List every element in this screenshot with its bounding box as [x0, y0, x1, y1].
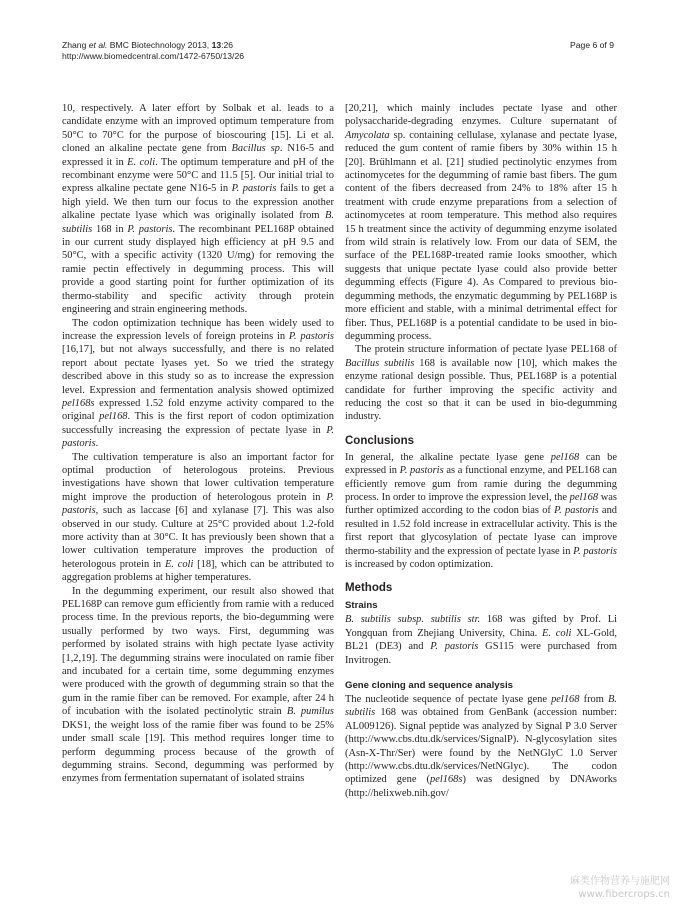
- text-run: ) was designed by DNAworks (http://helixweb.nih.gov/: [345, 774, 617, 799]
- text-run: .: [95, 438, 99, 450]
- italic-run: E. coli: [542, 627, 572, 639]
- text-run: . N16-5 and expressed it in: [62, 143, 334, 168]
- subsection-heading-gene-cloning: Gene cloning and sequence analysis: [345, 680, 513, 692]
- text-run: fails to get a high yield. We then turn our focus to the expression another alkaline pectate lyase which was originally isolated from: [62, 183, 334, 222]
- text-run: The protein structure information of pectate lyase PEL168 of: [355, 344, 617, 356]
- watermark: [570, 875, 670, 901]
- paragraph: [345, 343, 617, 423]
- italic-run: P. pastoris: [573, 545, 617, 557]
- page-number: Page 6 of 9: [570, 40, 614, 50]
- paragraph: [62, 102, 334, 317]
- italic-run: P. pastoris: [288, 330, 334, 342]
- text-run: GS115 were purchased from Invitrogen.: [345, 641, 618, 666]
- text-run: DKS1, the weight loss of the ramie fiber was found to be 25% under small scale [19]. This method requires longer time to perform degumming process because of the growth of degumming strains. Second, degumming was performed by enzymes from fermentation supernatant of isolated strains: [62, 719, 334, 785]
- text-run: [16,17], but not always successfully, and there is no related report about pectate lyases yet. So we tried the strategy described above in this study so as to increase the expression level. Expression and fermentation analysis showed optimized: [62, 344, 334, 396]
- text-run: XL-Gold, BL21 (DE3) and: [345, 627, 618, 653]
- italic-run: E. coli: [127, 156, 156, 168]
- section-heading-methods: Methods: [345, 582, 393, 595]
- italic-run: P. pastoris: [231, 183, 277, 195]
- italic-run: B. subtilis: [345, 694, 617, 719]
- text-run: sp. containing cellulase, xylanase and pectate lyase, reduced the gum content of ramie fibers by 30% within 15 h [20]. Brühlmann et al. [21] studied pectinolytic enzymes from actinomycetes for the degumming of ramie bast fibers. The gum content of the fibers decreased from 24% to 18% after 15 h treatment with crude enzyme preparations from a selection of actinomycetes at room temperature. This method also requires 15 h treatment since the activity of degumming enzyme isolated from wild strain is relatively low. From our data of SEM, the surface of the PEL168P-treated ramie looks smoother, which suggests that unique pectate lyase could also provide better degumming effects (Figure 4). As Compared to previous bio-degumming methods, the enzymatic degumming by PEL168P is more efficient and stable, with a minimal detrimental effect for fiber. Thus, PEL168P is a potential candidate to be used in bio-degumming process.: [345, 129, 617, 342]
- paragraph: [345, 102, 617, 343]
- text-run: from: [579, 694, 608, 706]
- text-run: 168 is available now [10], which makes the enzyme rational design possible. Thus, PEL168P is a potential candidate for further improving the specific activity and reducing the cost so that it can be used in bio-degumming industry.: [345, 357, 617, 423]
- italic-run: Amycolata: [345, 129, 390, 141]
- text-run: and resulted in 1.52 fold increase in extracellular activity. This is the first report that glycosylation of pectate lyase can improve thermo-stability and the expression of pectate lyase in: [345, 505, 618, 557]
- italic-run: Bacillus sp: [231, 143, 280, 155]
- text-run: 10, respectively. A later effort by Solbak et al. leads to a candidate enzyme with an improved optimum temperature from 50°C to 70°C for the purpose of bioscouring [15]. Li et al. cloned an alkaline pectate gene from: [62, 103, 334, 155]
- text-run: . The optimum temperature and pH of the recombinant enzyme were 50°C and 11.5 [5]. Our initial trial to express alkaline pectate gene N16-5 in: [62, 156, 334, 195]
- text-run: 168 was obtained from GenBank (accession number: AL009126). Signal peptide was analyzed by Signal P 3.0 Server (http://www.cbs.dtu.dk/services/SignalP). N-glycosylation sites (Asn-X-Thr/Ser) were found by the NetNGlyC 1.0 Server (http://www.cbs.dtu.dk/services/NetNGlyc). The codon optimized gene (: [345, 707, 617, 786]
- left-column: [62, 102, 334, 786]
- text-run: 168 in: [92, 223, 128, 235]
- italic-run: pel168s: [62, 397, 95, 409]
- paragraph: [345, 613, 617, 667]
- italic-run: B. pumilus: [286, 706, 334, 718]
- text-run: can be expressed in: [345, 451, 618, 477]
- italic-run: B. subtilis subsp. subtilis str.: [345, 614, 481, 626]
- header-journal: BMC Biotechnology: [109, 40, 186, 50]
- header-url[interactable]: http://www.biomedcentral.com/1472-6750/13/26: [62, 51, 245, 61]
- italic-run: pel168: [569, 491, 599, 503]
- text-run: [20,21], which mainly includes pectate lyase and other polysaccharide-degrading enzymes. Culture supernatant of: [345, 103, 617, 128]
- italic-run: pel168: [551, 694, 580, 706]
- italic-run: P. pastoris: [127, 223, 173, 235]
- italic-run: pel168: [550, 451, 580, 463]
- italic-run: P. pastoris: [62, 424, 334, 450]
- italic-run: P. pastoris: [430, 641, 479, 653]
- paragraph: [345, 451, 617, 572]
- text-run: [18], which can be attributed to aggregation problems at higher temperatures.: [62, 558, 334, 584]
- header-etal: et al.: [88, 40, 108, 50]
- subsection-heading-strains: Strains: [345, 600, 378, 612]
- header-article: :26: [221, 40, 234, 50]
- text-run: . The recombinant PEL168P obtained in our current study displayed high efficiency at pH 9.5 and 50°C, with a specific activity (1320 U/mg) for removing the ramie pectin effectively in degumming process. This will provide a good starting point for further optimization of its thermo-stability and specific activity through protein engineering and strain engineering methods.: [62, 223, 334, 316]
- journal-citation: [62, 40, 244, 51]
- italic-run: B. subtilis: [62, 210, 334, 235]
- text-run: In general, the alkaline pectate lyase gene: [345, 451, 551, 463]
- watermark-line: 麻类作物营养与施肥网: [570, 876, 670, 887]
- paragraph: [62, 451, 334, 585]
- text-run: In the degumming experiment, our result also showed that PEL168P can remove gum efficiently from ramie with a reduced process time. In the previous reports, the bio-degumming were usually performed by two ways. First, degumming was performed by isolated strains with high pectate lyase activity [1,2,19]. The degumming strains were inoculated on ramie fiber and incubated for a certain time, some degumming enzymes were produced with the growth of degumming strain so that the gum in the ramie fiber can be removed. For example, after 24 h of incubation with the isolated pectinolytic strain: [62, 585, 334, 718]
- text-run: as a functional enzyme, and PEL168 can efficiently remove gum from ramie during the degumming process. In order to improve the expression level, the: [345, 465, 617, 503]
- right-column: [345, 102, 617, 800]
- running-header: [62, 40, 244, 62]
- paragraph: [62, 317, 334, 451]
- section-heading-conclusions: Conclusions: [345, 434, 415, 447]
- text-run: The codon optimization technique has been widely used to increase the expression levels of foreign proteins in: [62, 317, 334, 342]
- header-volume: 13: [211, 40, 222, 50]
- text-run: is increased by codon optimization.: [345, 559, 494, 570]
- italic-run: P. pastoris: [399, 465, 444, 477]
- header-year: 2013,: [187, 40, 210, 50]
- italic-run: pel168: [99, 411, 128, 423]
- italic-run: pel168s: [429, 774, 463, 786]
- paragraph: [345, 693, 617, 800]
- italic-run: P. pastoris: [62, 491, 334, 517]
- text-run: The nucleotide sequence of pectate lyase gene: [345, 694, 552, 706]
- italic-run: Bacillus subtilis: [345, 357, 415, 369]
- italic-run: P. pastoris: [554, 505, 599, 517]
- text-run: , such as laccase [6] and xylanase [7]. This was also observed in our study. Culture at 25°C provided about 1.2-fold more activity than at 30°C. It has previously been shown that a lower cultivation temperature improves the production of heterologous protein in: [62, 505, 334, 570]
- paragraph: [62, 585, 334, 786]
- text-run: 168 was gifted by Prof. Li Yongquan from Zhejiang University, China.: [345, 614, 617, 639]
- text-run: was further optimized according to the codon bias of: [345, 491, 617, 517]
- text-run: . This is the first report of codon optimization successfully increasing the expression of pectate lyase in: [62, 411, 334, 436]
- text-run: expressed 1.52 fold enzyme activity compared to the original: [62, 397, 334, 423]
- header-authors: Zhang: [62, 40, 87, 50]
- italic-run: E. coli: [164, 558, 194, 570]
- text-run: The cultivation temperature is also an important factor for optimal production of heterologous proteins. Previous investigations have shown that lower cultivation temperature might improve the production of heterologous protein in: [62, 451, 334, 503]
- watermark-line: www.fibercrops.cn: [578, 889, 670, 900]
